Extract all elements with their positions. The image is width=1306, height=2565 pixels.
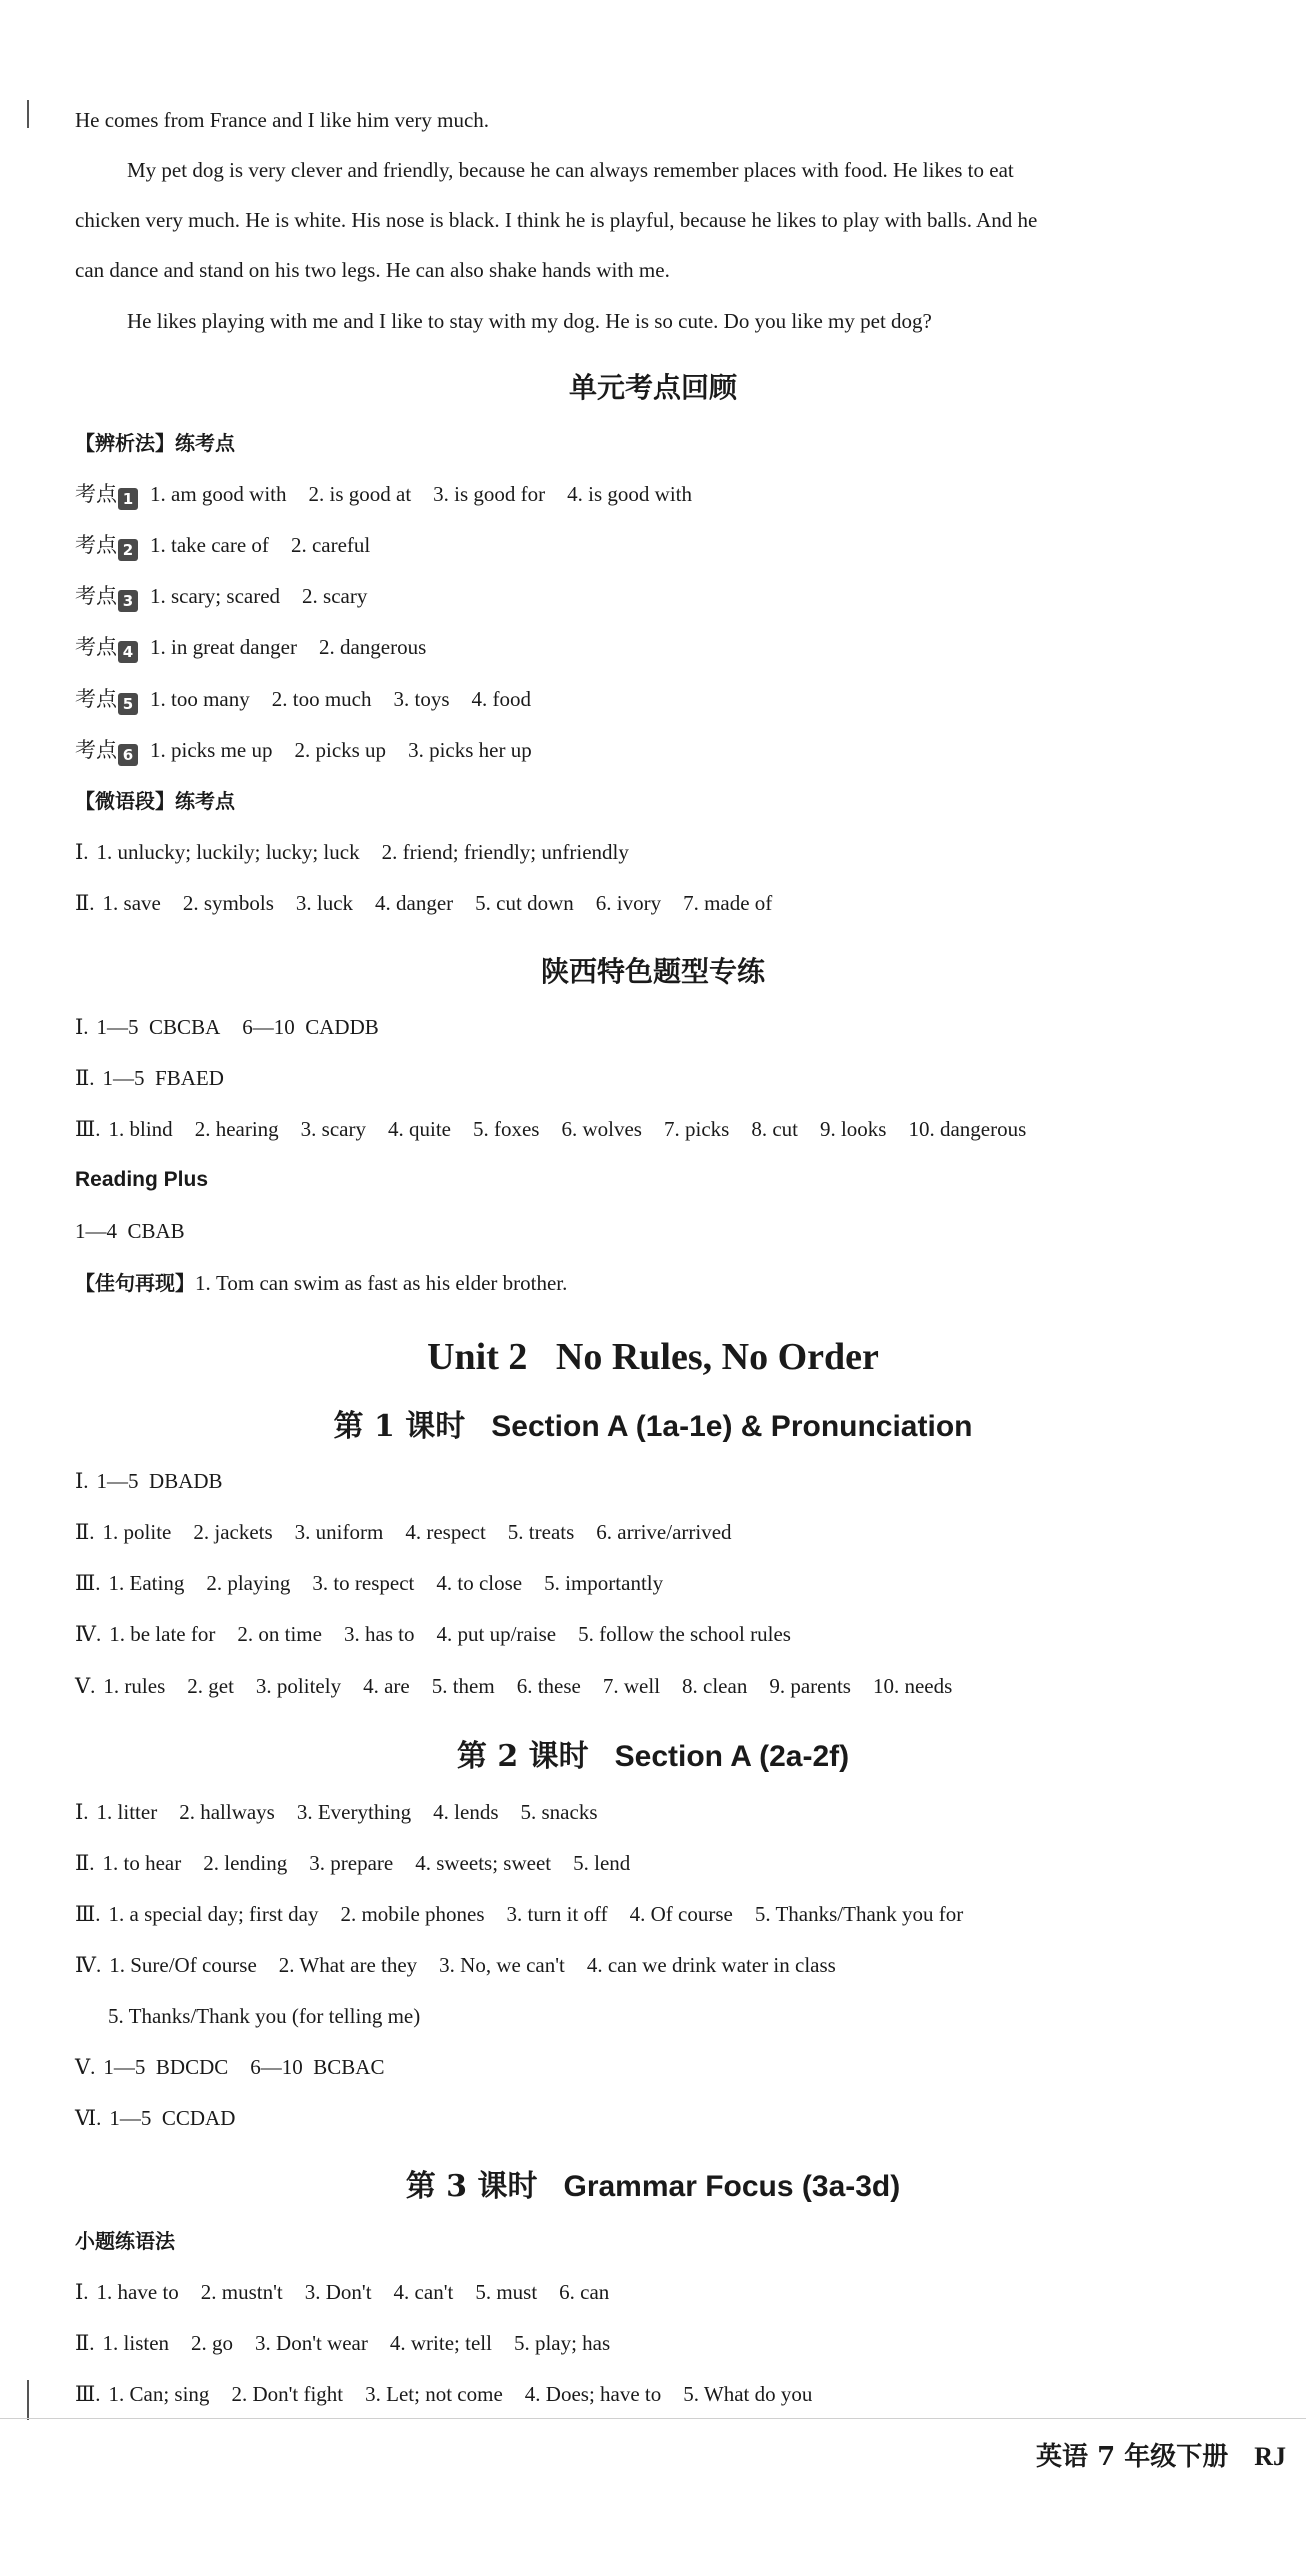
answer: 2. symbols xyxy=(182,891,274,915)
answer: 5. What do you xyxy=(683,2382,813,2406)
roman-numeral: Ⅰ. xyxy=(75,1800,89,1824)
roman-numeral: Ⅲ. xyxy=(75,1117,101,1141)
answer: 3. Everything xyxy=(296,1800,412,1824)
answer-row xyxy=(75,2277,609,2307)
roman-numeral: Ⅵ. xyxy=(75,2106,102,2130)
answer: 2. hallways xyxy=(179,1800,275,1824)
roman-numeral: Ⅴ. xyxy=(75,1674,96,1698)
answer: 2. playing xyxy=(206,1571,291,1595)
unit-title: Unit 2 No Rules, No Order xyxy=(427,1336,879,1378)
answer: 5. foxes xyxy=(472,1117,540,1141)
answer: 5. Thanks/Thank you (for telling me) xyxy=(108,2004,421,2028)
good-sentence-label: 【佳句再现】 xyxy=(75,1271,195,1295)
answer: 4. Of course xyxy=(629,1902,733,1926)
answer: 1. scary; scared xyxy=(150,584,281,608)
answer: 1. be late for xyxy=(109,1622,216,1646)
passage-line: He comes from France and I like him very much. xyxy=(75,108,490,132)
passage-line: chicken very much. He is white. His nose is black. I think he is playful, because he likes to play with balls. And he xyxy=(75,208,1038,232)
answer: 6. these xyxy=(516,1674,581,1698)
roman-numeral: Ⅰ. xyxy=(75,840,89,864)
point-label: 考点 xyxy=(75,635,117,659)
lesson-name: Grammar Focus (3a-3d) xyxy=(563,2170,901,2203)
exam-point-row xyxy=(75,479,692,510)
roman-numeral: Ⅳ. xyxy=(75,1622,102,1646)
answer-row xyxy=(75,1950,836,1980)
grammar-sub-heading: 小题练语法 xyxy=(75,2229,175,2253)
reading-plus-heading: Reading Plus xyxy=(75,1168,209,1191)
answer: 1. to hear xyxy=(102,1851,182,1875)
point-label: 考点 xyxy=(75,687,117,711)
answer: 7. well xyxy=(602,1674,661,1698)
point-label: 考点 xyxy=(75,482,117,506)
exam-point-row xyxy=(75,684,531,715)
answer: 1—5 CBCBA xyxy=(96,1015,221,1039)
answer: 2. is good at xyxy=(308,482,412,506)
answer: 3. No, we can't xyxy=(439,1953,565,1977)
answer: 5. treats xyxy=(507,1520,575,1544)
answer: 2. careful xyxy=(290,533,371,557)
answer: 1. Can; sing xyxy=(108,2382,210,2406)
answer: 3. scary xyxy=(300,1117,366,1141)
answer: 5. them xyxy=(431,1674,495,1698)
answer: 4. can't xyxy=(393,2280,454,2304)
answer: 5. play; has xyxy=(513,2331,611,2355)
lesson-title xyxy=(0,2168,1306,2206)
lesson-title xyxy=(0,1408,1306,1446)
roman-numeral: Ⅱ. xyxy=(75,891,95,915)
answer: 2. lending xyxy=(203,1851,288,1875)
answer: 3. luck xyxy=(295,891,354,915)
answer: 10. dangerous xyxy=(908,1117,1027,1141)
answer: 8. cut xyxy=(751,1117,798,1141)
answer: 4. danger xyxy=(375,891,454,915)
answer: 1. picks me up xyxy=(150,738,273,762)
answer: 4. food xyxy=(471,687,532,711)
answer: 5. Thanks/Thank you for xyxy=(754,1902,964,1926)
answer-row xyxy=(75,1517,732,1547)
answer: 4. Does; have to xyxy=(524,2382,662,2406)
answer: 1. save xyxy=(102,891,161,915)
reading-plus-answer: 1—4 CBAB xyxy=(75,1219,185,1243)
answer: 3. uniform xyxy=(294,1520,384,1544)
roman-numeral: Ⅰ. xyxy=(75,1015,89,1039)
answer: 3. Let; not come xyxy=(365,2382,503,2406)
roman-numeral: Ⅰ. xyxy=(75,1469,89,1493)
answer: 6. wolves xyxy=(561,1117,642,1141)
roman-numeral: Ⅱ. xyxy=(75,1851,95,1875)
answer: 2. jackets xyxy=(193,1520,273,1544)
answer-row xyxy=(75,1848,630,1878)
answer: 6—10 BCBAC xyxy=(250,2055,385,2079)
answer: 1. in great danger xyxy=(150,635,297,659)
answer: 1—5 BDCDC xyxy=(103,2055,229,2079)
roman-numeral: Ⅰ. xyxy=(75,2280,89,2304)
answer: 3. has to xyxy=(343,1622,415,1646)
answer: 3. Don't wear xyxy=(255,2331,368,2355)
passage-line: can dance and stand on his two legs. He can also shake hands with me. xyxy=(75,258,670,282)
answer: 1. Eating xyxy=(108,1571,185,1595)
answer: 1. a special day; first day xyxy=(108,1902,319,1926)
binding-mark xyxy=(27,2380,29,2420)
roman-numeral: Ⅱ. xyxy=(75,1520,95,1544)
answer: 4. are xyxy=(363,1674,410,1698)
edition-code: RJ xyxy=(1254,2442,1286,2471)
footer-rule xyxy=(0,2418,1306,2419)
lesson-number: 第 2 课时 xyxy=(456,1739,589,1774)
answer-row-continued xyxy=(108,2001,420,2031)
answer: 4. quite xyxy=(387,1117,451,1141)
answer: 2. too much xyxy=(271,687,372,711)
answer: 4. respect xyxy=(405,1520,486,1544)
answer: 2. go xyxy=(191,2331,234,2355)
answer: 3. prepare xyxy=(309,1851,394,1875)
answer: 3. turn it off xyxy=(506,1902,608,1926)
answer: 1. polite xyxy=(102,1520,172,1544)
answer-row xyxy=(75,1063,224,1093)
answer: 5. importantly xyxy=(544,1571,664,1595)
point-number-badge: 1 xyxy=(118,488,138,510)
passage-line: He likes playing with me and I like to stay with my dog. He is so cute. Do you like my pet dog? xyxy=(127,309,932,333)
book-title: 英语 7 年级下册 xyxy=(1036,2442,1229,2472)
answer-row xyxy=(75,1114,1026,1144)
answer: 7. made of xyxy=(683,891,773,915)
answer-row xyxy=(75,1899,963,1929)
answer: 1. litter xyxy=(96,1800,158,1824)
exam-point-row xyxy=(75,735,532,766)
lesson-number: 第 3 课时 xyxy=(405,2169,538,2204)
roman-numeral: Ⅲ. xyxy=(75,1902,101,1926)
answer: 6—10 CADDB xyxy=(242,1015,379,1039)
answer: 5. follow the school rules xyxy=(578,1622,791,1646)
answer: 2. friend; friendly; unfriendly xyxy=(381,840,629,864)
answer: 2. on time xyxy=(237,1622,322,1646)
answer: 6. arrive/arrived xyxy=(596,1520,732,1544)
binding-mark xyxy=(27,100,29,128)
roman-numeral: Ⅲ. xyxy=(75,2382,101,2406)
answer: 3. to respect xyxy=(312,1571,415,1595)
answer: 9. looks xyxy=(819,1117,887,1141)
lesson-name: Section A (1a-1e) & Pronunciation xyxy=(491,1410,973,1443)
point-label: 考点 xyxy=(75,533,117,557)
answer: 3. toys xyxy=(393,687,450,711)
answer: 4. to close xyxy=(436,1571,523,1595)
page-footer xyxy=(1036,2440,1286,2474)
point-number-badge: 2 xyxy=(118,539,138,561)
good-sentence: 1. Tom can swim as fast as his elder brother. xyxy=(195,1271,568,1295)
answer: 3. picks her up xyxy=(408,738,532,762)
roman-numeral: Ⅱ. xyxy=(75,1066,95,1090)
answer: 1—5 CCDAD xyxy=(109,2106,236,2130)
point-label: 考点 xyxy=(75,738,117,762)
answer: 7. picks xyxy=(663,1117,730,1141)
lesson-title xyxy=(0,1738,1306,1776)
point-number-badge: 6 xyxy=(118,744,138,766)
answer: 1. have to xyxy=(96,2280,179,2304)
answer: 10. needs xyxy=(872,1674,953,1698)
roman-numeral: Ⅲ. xyxy=(75,1571,101,1595)
roman-numeral: Ⅳ. xyxy=(75,1953,102,1977)
answer: 2. Don't fight xyxy=(231,2382,344,2406)
answer: 4. write; tell xyxy=(389,2331,492,2355)
answer: 4. can we drink water in class xyxy=(586,1953,836,1977)
answer: 2. mobile phones xyxy=(340,1902,485,1926)
answer: 6. ivory xyxy=(595,891,662,915)
section-title-shaanxi: 陕西特色题型专练 xyxy=(540,955,765,988)
lesson-number: 第 1 课时 xyxy=(333,1409,466,1444)
answer: 2. mustn't xyxy=(200,2280,283,2304)
answer-row xyxy=(75,2379,812,2409)
answer: 2. get xyxy=(187,1674,234,1698)
answer: 1. take care of xyxy=(150,533,269,557)
micro-heading: 【微语段】练考点 xyxy=(75,789,235,813)
answer: 1. blind xyxy=(108,1117,173,1141)
answer: 3. Don't xyxy=(304,2280,372,2304)
answer: 1. listen xyxy=(102,2331,170,2355)
answer: 1—5 DBADB xyxy=(96,1469,223,1493)
answer: 8. clean xyxy=(682,1674,748,1698)
answer-row xyxy=(75,837,629,867)
roman-numeral: Ⅴ. xyxy=(75,2055,96,2079)
passage-line: My pet dog is very clever and friendly, because he can always remember places with food. He likes to eat xyxy=(127,158,1014,182)
answer: 2. What are they xyxy=(278,1953,418,1977)
answer-row xyxy=(75,1466,223,1496)
answer-row xyxy=(75,888,772,918)
answer: 4. sweets; sweet xyxy=(415,1851,552,1875)
answer: 1. Sure/Of course xyxy=(109,1953,257,1977)
answer: 1. am good with xyxy=(150,482,287,506)
answer-row xyxy=(75,2328,610,2358)
answer: 1—5 FBAED xyxy=(102,1066,224,1090)
answer: 3. politely xyxy=(255,1674,342,1698)
answer: 4. is good with xyxy=(567,482,693,506)
exam-point-row xyxy=(75,632,426,663)
answer: 1. rules xyxy=(103,1674,166,1698)
answer-row xyxy=(75,2052,384,2082)
answer-row xyxy=(75,1619,791,1649)
answer: 2. dangerous xyxy=(318,635,427,659)
exam-point-row xyxy=(75,581,367,612)
answer: 2. scary xyxy=(302,584,368,608)
answer-row xyxy=(75,1568,663,1598)
answer: 1. too many xyxy=(150,687,250,711)
answer: 3. is good for xyxy=(433,482,546,506)
lesson-name: Section A (2a-2f) xyxy=(614,1740,850,1773)
answer: 2. picks up xyxy=(294,738,387,762)
answer: 1. unlucky; luckily; lucky; luck xyxy=(96,840,360,864)
answer-row xyxy=(75,2103,235,2133)
answer: 9. parents xyxy=(769,1674,851,1698)
answer: 5. lend xyxy=(573,1851,631,1875)
analysis-heading: 【辨析法】练考点 xyxy=(75,431,235,455)
answer: 5. snacks xyxy=(520,1800,598,1824)
answer: 6. can xyxy=(559,2280,610,2304)
answer: 5. must xyxy=(475,2280,538,2304)
roman-numeral: Ⅱ. xyxy=(75,2331,95,2355)
good-sentence-row xyxy=(75,1268,567,1298)
answer-row xyxy=(75,1012,379,1042)
answer: 4. lends xyxy=(433,1800,499,1824)
answer: 2. hearing xyxy=(194,1117,279,1141)
exam-point-row xyxy=(75,530,370,561)
answer-row xyxy=(75,1797,598,1827)
answer: 4. put up/raise xyxy=(436,1622,557,1646)
point-number-badge: 5 xyxy=(118,693,138,715)
section-title-review: 单元考点回顾 xyxy=(568,371,737,404)
point-number-badge: 4 xyxy=(118,641,138,663)
point-number-badge: 3 xyxy=(118,590,138,612)
answer-row xyxy=(75,1671,952,1701)
answer: 5. cut down xyxy=(475,891,574,915)
point-label: 考点 xyxy=(75,584,117,608)
